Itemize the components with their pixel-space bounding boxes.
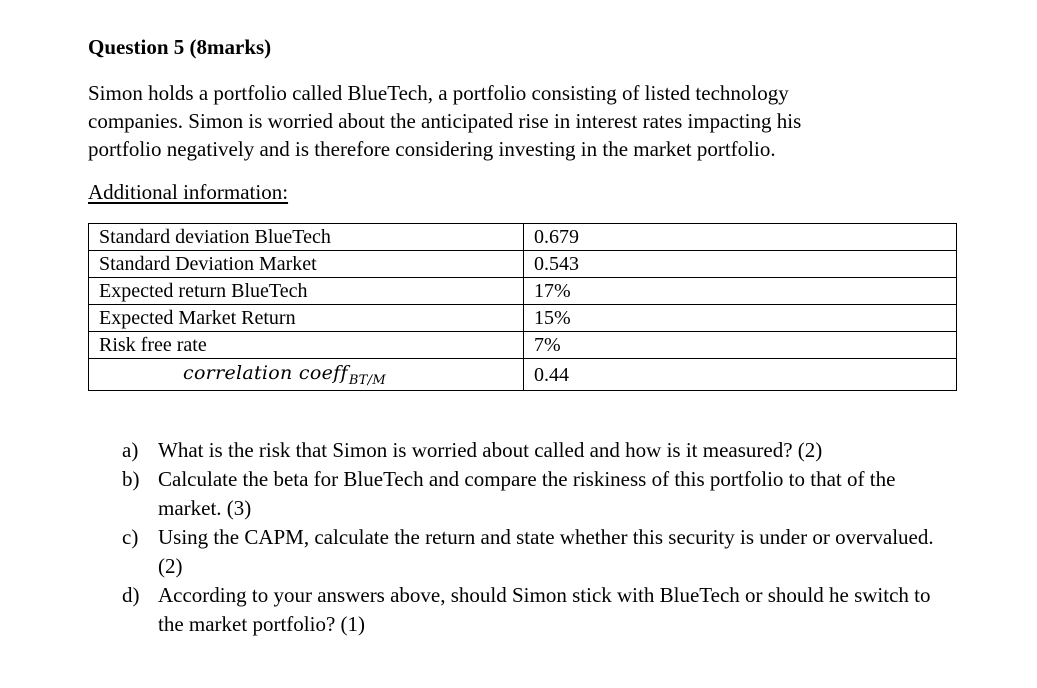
row-value: 0.543 — [524, 251, 957, 278]
correlation-label-text: correlation coeff — [183, 362, 348, 384]
part-text: According to your answers above, should Simon stick with BlueTech or should he switch to the market portfolio? (1) — [158, 583, 931, 636]
row-value: 17% — [524, 278, 957, 305]
part-text: What is the risk that Simon is worried about called and how is it measured? (2) — [158, 438, 823, 462]
question-part — [120, 581, 960, 639]
table-row — [89, 278, 957, 305]
correlation-label — [99, 361, 513, 388]
row-label: Risk free rate — [89, 332, 524, 359]
part-marker: a) — [122, 438, 139, 462]
intro-line: portfolio negatively and is therefore considering investing in the market portfolio. — [88, 137, 776, 161]
correlation-subscript: BT/M — [348, 373, 386, 388]
correlation-value: 0.44 — [524, 359, 957, 391]
row-label: Standard deviation BlueTech — [89, 224, 524, 251]
row-value: 15% — [524, 305, 957, 332]
row-value: 7% — [524, 332, 957, 359]
table-row — [89, 224, 957, 251]
question-heading: Question 5 (8marks) — [88, 35, 272, 59]
question-part — [120, 436, 960, 465]
part-marker: b) — [122, 467, 140, 491]
part-marker: d) — [122, 583, 140, 607]
question-part — [120, 523, 960, 581]
row-label: Standard Deviation Market — [89, 251, 524, 278]
question-intro — [88, 79, 968, 163]
intro-line: companies. Simon is worried about the anticipated rise in interest rates impacting his — [88, 109, 802, 133]
row-label: Expected Market Return — [89, 305, 524, 332]
table-row — [89, 305, 957, 332]
question-parts-list — [120, 436, 960, 639]
table-row-correlation — [89, 359, 957, 391]
part-text: Using the CAPM, calculate the return and state whether this security is under or overvalued. (2) — [158, 525, 934, 578]
row-label: Expected return BlueTech — [89, 278, 524, 305]
table-row — [89, 332, 957, 359]
question-part — [120, 465, 960, 523]
part-text: Calculate the beta for BlueTech and compare the riskiness of this portfolio to that of the market. (3) — [158, 467, 896, 520]
intro-line: Simon holds a portfolio called BlueTech, a portfolio consisting of listed technology — [88, 81, 789, 105]
table-row — [89, 251, 957, 278]
additional-info-table — [88, 223, 957, 391]
part-marker: c) — [122, 525, 139, 549]
row-value: 0.679 — [524, 224, 957, 251]
additional-info-label: Additional information: — [88, 180, 289, 204]
correlation-label-cell — [89, 359, 524, 391]
